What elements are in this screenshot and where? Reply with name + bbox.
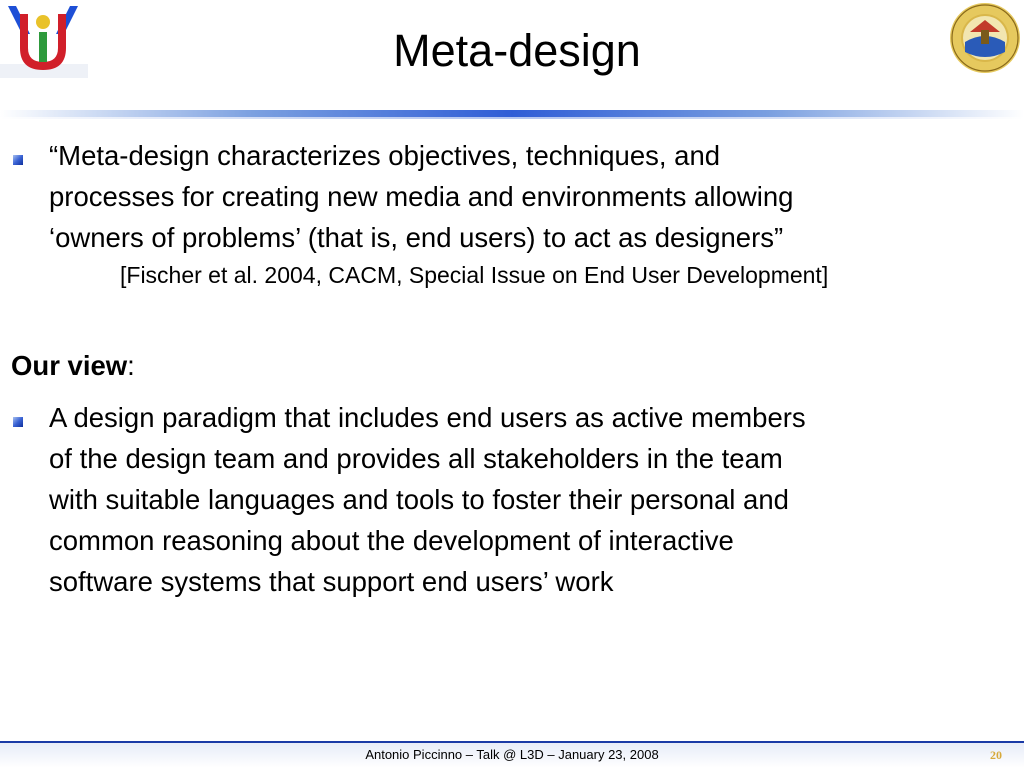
quote-line-1: “Meta-design characterizes objectives, techniques, and xyxy=(49,140,721,171)
quote-line-3: ‘owners of problems’ (that is, end users) to act as designers” xyxy=(49,222,784,253)
paradigm-line-5: software systems that support end users’ work xyxy=(49,566,614,597)
paradigm-line-4: common reasoning about the development of interactive xyxy=(49,525,734,556)
slide-title: Meta-design xyxy=(393,25,641,76)
square-bullet-icon xyxy=(13,155,23,165)
page-number: 20 xyxy=(990,748,1002,762)
paradigm-line-1: A design paradigm that includes end users as active members xyxy=(49,402,806,433)
our-view-label: Our view xyxy=(11,350,128,381)
paradigm-line-3: with suitable languages and tools to foster their personal and xyxy=(49,484,789,515)
title-divider-shadow xyxy=(0,117,1024,119)
footer-text: Antonio Piccinno – Talk @ L3D – January 23, 2008 xyxy=(365,747,659,762)
our-view-colon: : xyxy=(127,350,135,381)
square-bullet-icon xyxy=(13,417,23,427)
citation: [Fischer et al. 2004, CACM, Special Issue on End User Development] xyxy=(120,262,829,288)
quote-line-2: processes for creating new media and environments allowing xyxy=(49,181,794,212)
title-divider xyxy=(0,110,1024,117)
paradigm-line-2: of the design team and provides all stakeholders in the team xyxy=(49,443,783,474)
our-view-heading xyxy=(11,352,135,380)
